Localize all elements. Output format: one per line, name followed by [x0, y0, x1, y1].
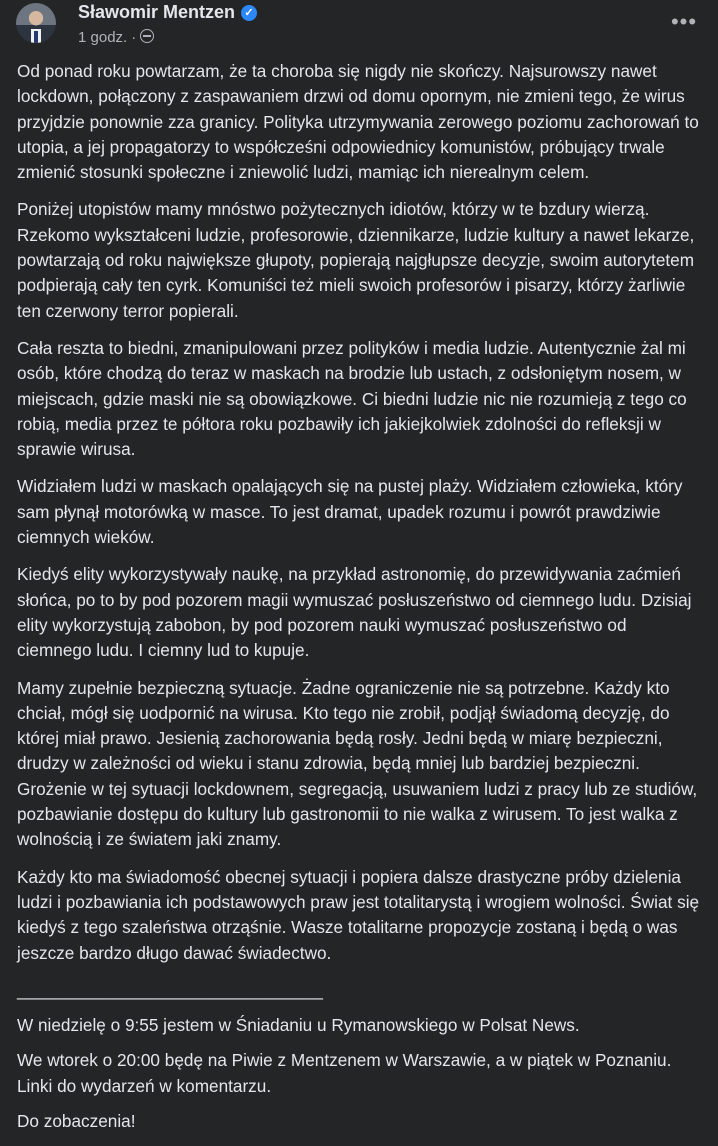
- post-timestamp-link[interactable]: 1 godz.: [78, 29, 128, 46]
- post-body: [17, 59, 703, 1146]
- post-paragraph-6: Mamy zupełnie bezpieczną sytuacje. Żadne ograniczenie nie są potrzebne. Każdy kto chciał, mógł się uodpornić na wirusa. Kto tego nie zrobił, podjął świadomą decyzję, do której miał prawo. Jesienią zachorowania będą rosły. Jedni będą w miarę bezpieczni, drudzy w zależności od wieku i stanu zdrowia, będą mniej lub bardziej bezpieczni. Grożenie w tej sytuacji lockdownem, segregacją, usuwaniem ludzi z pracy lub ze studiów, pozbawianie dostępu do kultury lub gastronomii to nie walka z wirusem. To jest walka z wolnością i ze światem jaki znamy.: [17, 677, 698, 850]
- post-paragraph-2: Poniżej utopistów mamy mnóstwo pożytecznych idiotów, którzy w te bzdury wierzą. Rzekomo wykształceni ludzie, profesorowie, dziennikarze, ludzie kultury a nawet lekarze, powtarzają od roku największe głupoty, popierają najgłupsze decyzje, swoim autorytetem podpierają cały ten cyrk. Komuniści też mieli swoich profesorów i pisarzy, którzy żarliwie ten czerwony terror popierali.: [17, 199, 695, 321]
- post-paragraph-3: Cała reszta to biedni, zmanipulowani przez polityków i media ludzie. Autentycznie żal mi osób, które chodzą do teraz w maskach na brodzie lub ustach, z odsłoniętym nosem, w miejscach, gdzie maski nie są obowiązkowe. Ci biedni ludzie nic nie rozumieją z tego co robią, media przez te półtora roku pozbawiły ich jakiejkolwiek zdolności do refleksji w sprawie wirusa.: [17, 337, 687, 460]
- post-divider-line: ________________________________: [17, 979, 323, 1000]
- post-paragraph-5: Kiedyś elity wykorzystywały naukę, na przykład astronomię, do przewidywania zaćmień słońca, po to by pod pozorem magii wymuszać posłuszeństwo od ciemnego ludu. Dzisiaj elity wykorzystują zabobon, by pod pozorem nauki wymuszać posłuszeństwo od ciemnego ludu. I ciemny lud to kupuje.: [17, 564, 692, 661]
- post-paragraph-1: Od ponad roku powtarzam, że ta choroba się nigdy nie skończy. Najsurowszy nawet lockdown, połączony z zaspawaniem drzwi od domu opornym, nie zmieni tego, że wirus przyjdzie ponownie zza granicy. Polityka utrzymywania zerowego poziomu zachorowań to utopia, a jej propagatorzy to współcześni odpowiednicy komunistów, próbujący trwale zmienić stosunki społeczne i zniewolić ludzi, mamiąc ich nierealnym celem.: [17, 61, 699, 183]
- author-name-row: [78, 2, 257, 23]
- verified-badge-icon: ✓: [241, 5, 257, 21]
- globe-icon[interactable]: [140, 29, 154, 43]
- avatar-tie: [34, 31, 38, 43]
- more-options-icon[interactable]: •••: [670, 9, 698, 34]
- post-header: [16, 0, 702, 56]
- post-paragraph-sunday: W niedzielę o 9:55 jestem w Śniadaniu u Rymanowskiego w Polsat News.: [17, 1015, 580, 1036]
- post-paragraph-4: Widziałem ludzi w maskach opalających się na pustej plaży. Widziałem człowieka, który sam płynął motorówką w masce. To jest dramat, upadek rozumu i powrót prawdziwie ciemnych wieków.: [17, 476, 683, 548]
- meta-separator: ·: [131, 29, 137, 46]
- author-avatar[interactable]: [16, 3, 56, 43]
- post-paragraph-closing: Do zobaczenia!: [17, 1110, 136, 1131]
- post-paragraph-7: Każdy kto ma świadomość obecnej sytuacji i popiera dalsze drastyczne próby dzielenia ludzi i pozbawiania ich podstawowych praw jest totalitarystą i wrogiem wolności. Świat się kiedyś z tego szaleństwa otrząśnie. Wasze totalitarne propozycje zostaną i będą o was jeszcze bardzo długo dawać świadectwo.: [17, 866, 700, 963]
- post-paragraph-tuesday: We wtorek o 20:00 będę na Piwie z Mentzenem w Warszawie, a w piątek w Poznaniu. Linki do wydarzeń w komentarzu.: [17, 1050, 672, 1096]
- author-name-link[interactable]: Sławomir Mentzen: [78, 2, 236, 22]
- post-meta: [78, 29, 154, 46]
